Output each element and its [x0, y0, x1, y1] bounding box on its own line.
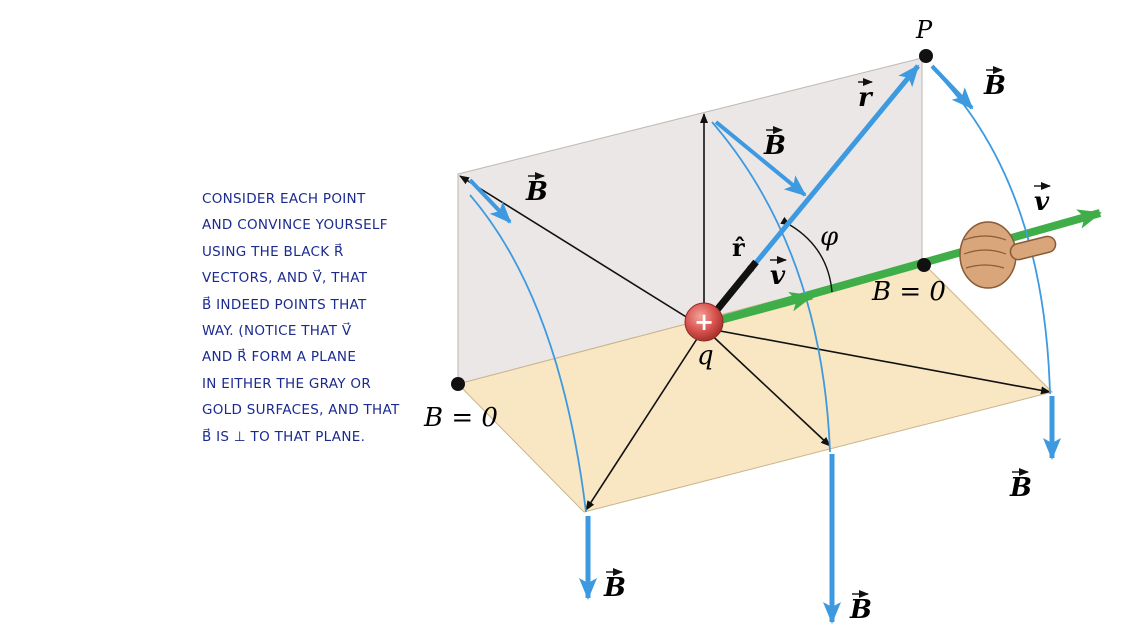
note-line-5: B⃗ INDEED POINTS THAT [202, 296, 367, 313]
label-b-front-down [849, 594, 872, 625]
note-line-3: USING THE BLACK R⃗ [202, 243, 344, 260]
label-p: P [916, 16, 933, 44]
label-r-hat: r̂ [732, 233, 745, 262]
b-arrow-p [932, 66, 972, 108]
note-line-6: WAY. (NOTICE THAT V⃗ [202, 323, 352, 340]
label-q: q [697, 341, 714, 371]
svg-text:B: B [984, 71, 1006, 101]
label-b-p [983, 70, 1006, 101]
label-b-zero-left: B = 0 [424, 403, 498, 433]
label-b-zero-right: B = 0 [872, 277, 946, 307]
point-p [919, 49, 933, 63]
svg-text:v: v [1034, 187, 1050, 217]
charge-plus: + [693, 307, 715, 336]
svg-text:B: B [1010, 473, 1032, 503]
note-line-1: CONSIDER EACH POINT [202, 191, 366, 207]
label-v-vec-charge [770, 260, 786, 291]
point-b-zero-left [451, 377, 465, 391]
note-line-7: AND R⃗ FORM A PLANE [202, 349, 357, 366]
label-r-vec [858, 82, 874, 113]
note-line-9: GOLD SURFACES, AND THAT [202, 402, 400, 419]
svg-text:B: B [526, 177, 548, 207]
label-b-left-top [525, 176, 548, 207]
label-b-right-down [1009, 472, 1032, 503]
svg-text:v: v [770, 261, 786, 291]
point-b-zero-right [917, 258, 931, 272]
label-b-mid-top [763, 130, 786, 161]
label-v-vec-right [1034, 186, 1050, 217]
label-b-left-down [603, 572, 626, 603]
svg-text:B: B [850, 595, 872, 625]
note-line-4: VECTORS, AND V⃗, THAT [202, 270, 368, 287]
svg-text:B: B [604, 573, 626, 603]
note-line-8: IN EITHER THE GRAY OR [202, 375, 372, 392]
note-line-2: AND CONVINCE YOURSELF [202, 217, 388, 234]
svg-text:B: B [764, 131, 786, 161]
svg-text:r: r [858, 83, 872, 113]
note-line-10: B⃗ IS ⊥ TO THAT PLANE. [202, 428, 366, 445]
label-phi: φ [820, 222, 839, 252]
